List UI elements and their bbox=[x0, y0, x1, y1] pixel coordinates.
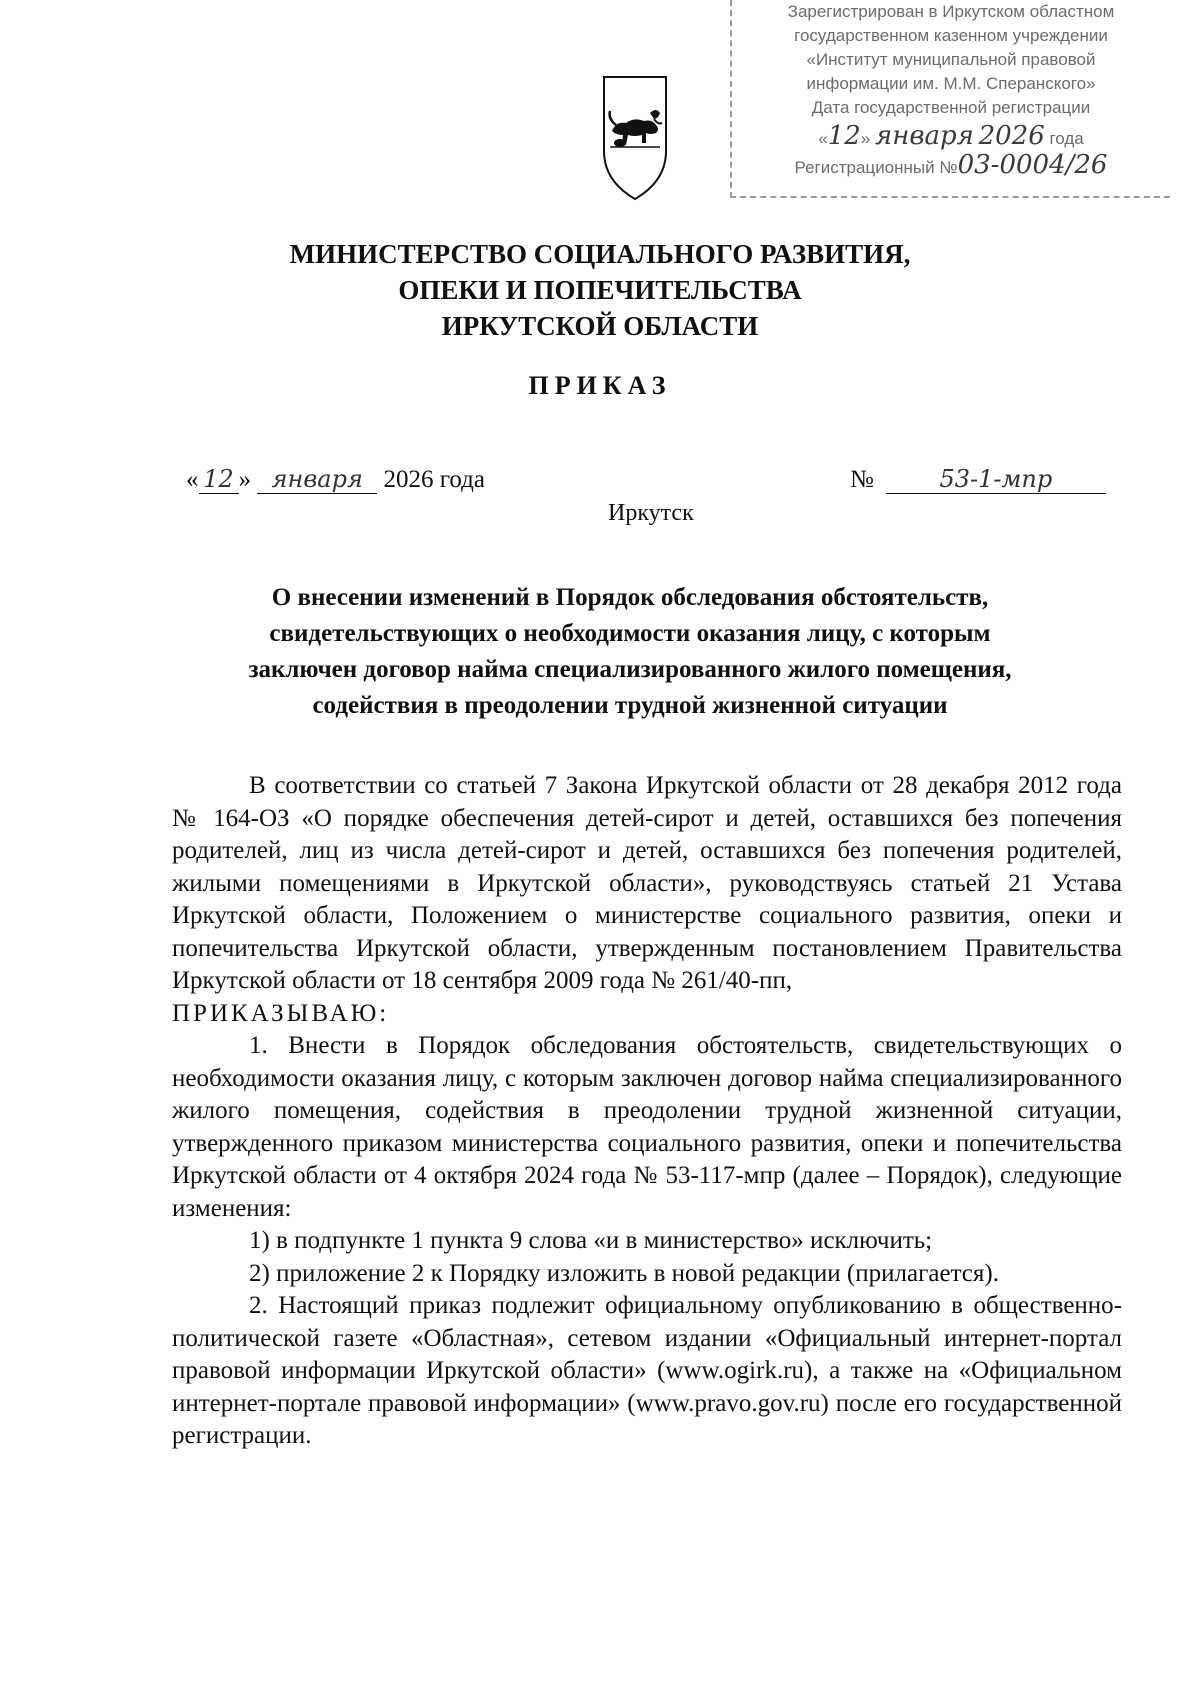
item-1-subitem-1: 1) в подпункте 1 пункта 9 слова «и в министерство» исключить; bbox=[249, 1227, 933, 1254]
ministry-name-line-1: МИНИСТЕРСТВО СОЦИАЛЬНОГО РАЗВИТИЯ, bbox=[289, 239, 911, 269]
order-date-month: января bbox=[257, 465, 377, 494]
ministry-name-line-3: ИРКУТСКОЙ ОБЛАСТИ bbox=[441, 311, 759, 341]
item-1-paragraph: 1. Внести в Порядок обследования обстоятельств, свидетельствующих о необходимости оказания лицу, с которым заключен договор найма специализированного жилого помещения, содействия в преодолении трудной жизненной ситуации, утвержденного приказом министерства социального развития, опеки и попечительства Иркутской области от 4 октября 2024 года № 53-117-мпр (далее – Порядок), следующие изменения: bbox=[172, 1032, 1122, 1222]
order-date-year: 2026 года bbox=[383, 466, 485, 493]
stamp-date-row: «12» января 2026 года bbox=[818, 121, 1084, 151]
item-1-subitem-2: 2) приложение 2 к Порядку изложить в новой редакции (прилагается). bbox=[249, 1259, 999, 1287]
order-subject-line-4: содействия в преодолении трудной жизненной ситуации bbox=[312, 692, 948, 719]
stamp-line-4: информации им. М.М. Сперанского» bbox=[806, 74, 1096, 93]
order-date: « 12 » января 2026 года bbox=[186, 465, 485, 493]
document-type: ПРИКАЗ bbox=[528, 371, 672, 400]
order-date-day: 12 bbox=[199, 465, 239, 494]
stamp-reg-row bbox=[732, 150, 1170, 180]
order-number bbox=[850, 465, 1106, 494]
city: Иркутск bbox=[608, 500, 694, 526]
item-2-paragraph: 2. Настоящий приказ подлежит официальному опубликованию в общественно-политической газете «Областная», сетевом издании «Официальный интернет-портал правовой информации Иркутской области» (www.ogirk.ru), а также на «Официальном интернет-портале правовой информации» (www.pravo.gov.ru) после его государственной регистрации. bbox=[172, 1292, 1122, 1449]
preamble-paragraph: В соответствии со статьей 7 Закона Иркутской области от 28 декабря 2012 года № 164-ОЗ «О порядке обеспечения детей-сирот и детей, оставшихся без попечения родителей, лиц из числа детей-сирот и детей, оставшихся без попечения родителей, жилыми помещениями в Иркутской области», руководствуясь статьей 21 Устава Иркутской области, Положением о министерстве социального развития, опеки и попечительства Иркутской области, утвержденным постановлением Правительства Иркутской области от 18 сентября 2009 года № 261/40-пп, bbox=[172, 772, 1122, 994]
stamp-line-2: государственном казенном учреждении bbox=[794, 26, 1108, 45]
stamp-line-1: Зарегистрирован в Иркутском областном bbox=[787, 2, 1115, 21]
order-subject bbox=[150, 580, 1110, 724]
stamp-date-day: 12 bbox=[827, 121, 861, 151]
stamp-reg-number: 03-0004/26 bbox=[957, 150, 1108, 180]
order-subject-line-3: заключен договор найма специализированного жилого помещения, bbox=[248, 656, 1012, 683]
stamp-line-3: «Институт муниципальной правовой bbox=[806, 50, 1096, 69]
order-subject-line-2: свидетельствующих о необходимости оказания лицу, с которым bbox=[269, 620, 991, 647]
stamp-date-month: января bbox=[874, 121, 974, 151]
stamp-reg-label: Регистрационный № bbox=[794, 158, 958, 177]
stamp-date-suffix: года bbox=[1049, 129, 1084, 148]
order-number-sign: № bbox=[850, 466, 874, 493]
stamp-line-5: Дата государственной регистрации bbox=[811, 98, 1091, 117]
ministry-name bbox=[0, 236, 1200, 344]
order-body bbox=[172, 770, 1122, 1453]
stamp-date-year: 2026 bbox=[978, 121, 1045, 151]
registration-stamp bbox=[730, 0, 1170, 198]
irkutsk-oblast-coat-of-arms-icon bbox=[598, 73, 672, 203]
order-number-value: 53-1-мпр bbox=[886, 465, 1106, 494]
order-subject-line-1: О внесении изменений в Порядок обследования обстоятельств, bbox=[271, 584, 989, 611]
ministry-name-line-2: ОПЕКИ И ПОПЕЧИТЕЛЬСТВА bbox=[398, 275, 802, 305]
decree-word: ПРИКАЗЫВАЮ: bbox=[172, 999, 390, 1027]
